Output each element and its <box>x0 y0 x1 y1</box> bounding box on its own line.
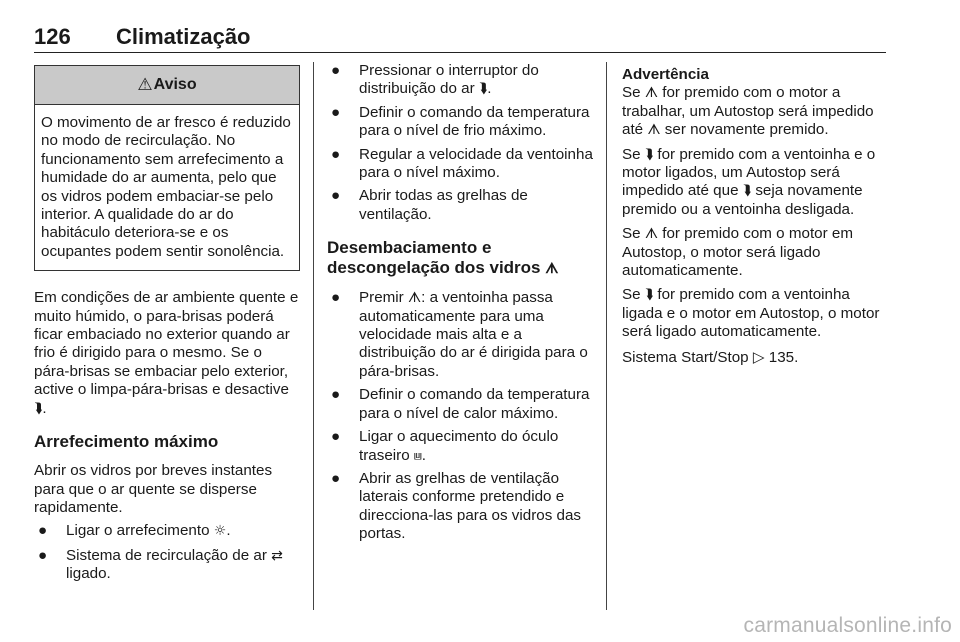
defrost-icon: ᗑ <box>407 290 422 307</box>
column-2 <box>327 62 593 544</box>
paragraph: Se ⮯ for premido com a ventoinha ligada e o motor em Autostop, o motor será ligado automaticamente. <box>622 286 880 341</box>
rear-window-heating-icon: ⩏ <box>413 447 422 464</box>
paragraph: Se ᗑ for premido com o motor em Autostop, o motor será ligado automaticamente. <box>622 225 853 280</box>
defrost-vent-icon: ⮯ <box>34 400 43 417</box>
list-item: ● Definir o comando da temperatura para o nível de frio máximo. <box>331 103 590 140</box>
defrost-icon: ᗑ <box>647 122 661 139</box>
column-divider <box>313 62 314 610</box>
list-item: ● Sistema de recirculação de ar ⇄ ligado. <box>38 546 283 583</box>
cross-reference: Sistema Start/Stop ▷ 135. <box>622 347 799 366</box>
defrost-icon: ᗑ <box>545 261 559 278</box>
list-item: ● Ligar o aquecimento do óculo traseiro ⩏. <box>331 428 559 464</box>
warning-box <box>34 65 300 271</box>
paragraph: Se ᗑ for premido com o motor a trabalhar, um Autostop será impedido até ᗑ ser novamente premido. <box>622 84 874 139</box>
list-item: ● Abrir todas as grelhas de ventilação. <box>331 187 528 223</box>
defrost-vent-icon: ⮯ <box>644 146 654 163</box>
page-title: Climatização <box>116 24 251 49</box>
column-1 <box>34 62 300 584</box>
defrost-icon: ᗑ <box>644 85 658 102</box>
section-heading: Desembaciamento e descongelação dos vidros ᗑ <box>327 238 559 278</box>
subheading: Advertência <box>622 66 709 83</box>
list-item: ● Definir o comando da temperatura para o nível de calor máximo. <box>331 386 590 422</box>
warning-box-text: O movimento de ar fresco é reduzido no modo de recirculação. No funcionamento sem arrefecimento a humidade do ar aumenta, pelo que os vidros podem embaciar-se pelo interior. A qualidade do ar do habitáculo deteriora-se e os ocupantes podem sentir sonolência. <box>41 114 291 260</box>
list-item: ● Pressionar o interruptor do distribuição do ar ⮯. <box>331 62 539 98</box>
column-3 <box>622 62 888 367</box>
list-item: ● Abrir as grelhas de ventilação laterais conforme pretendido e direcciona-las para os vidros das portas. <box>331 469 582 543</box>
list-item: ● Ligar o arrefecimento ☼. <box>38 522 231 540</box>
watermark: carmanualsonline.info <box>743 614 952 637</box>
page-number: 126 <box>34 24 71 49</box>
defrost-vent-icon: ⮯ <box>644 287 654 304</box>
warning-box-title: Aviso <box>153 75 197 93</box>
air-distribution-icon: ⮯ <box>478 81 488 98</box>
section-heading: Arrefecimento máximo <box>34 432 219 452</box>
cooling-icon: ☼ <box>213 523 227 540</box>
column-divider <box>606 62 607 610</box>
list-item: ● Premir ᗑ: a ventoinha passa automaticamente para uma velocidade mais alta e a distribuição do ar é dirigida para o pára-brisas. <box>331 289 588 380</box>
paragraph: Em condições de ar ambiente quente e muito húmido, o para-brisas poderá ficar embaciado no exterior quando ar frio é dirigido para o mesmo. Se o pára-brisas se embaciar pelo exterior, active o limpa-pára-brisas e desactive ⮯. <box>34 289 299 417</box>
page-reference-arrow-icon: ▷ <box>752 347 765 366</box>
defrost-icon: ᗑ <box>644 226 658 243</box>
paragraph: Abrir os vidros por breves instantes para que o ar quente se disperse rapidamente. <box>34 462 273 516</box>
warning-triangle-icon: ⚠ <box>137 74 153 94</box>
bullet-list <box>34 522 300 583</box>
paragraph: Se ⮯ for premido com a ventoinha e o motor ligados, um Autostop será impedido até que ⮯ seja novamente premido ou a ventoinha desligada. <box>622 145 876 218</box>
warning-box-header <box>35 66 299 105</box>
list-item: ● Regular a velocidade da ventoinha para o nível máximo. <box>331 145 593 182</box>
defrost-vent-icon: ⮯ <box>742 183 752 200</box>
bullet-list <box>327 62 593 224</box>
bullet-list <box>327 289 593 543</box>
page-header <box>34 18 886 53</box>
recirculation-icon: ⇄ <box>271 547 283 564</box>
